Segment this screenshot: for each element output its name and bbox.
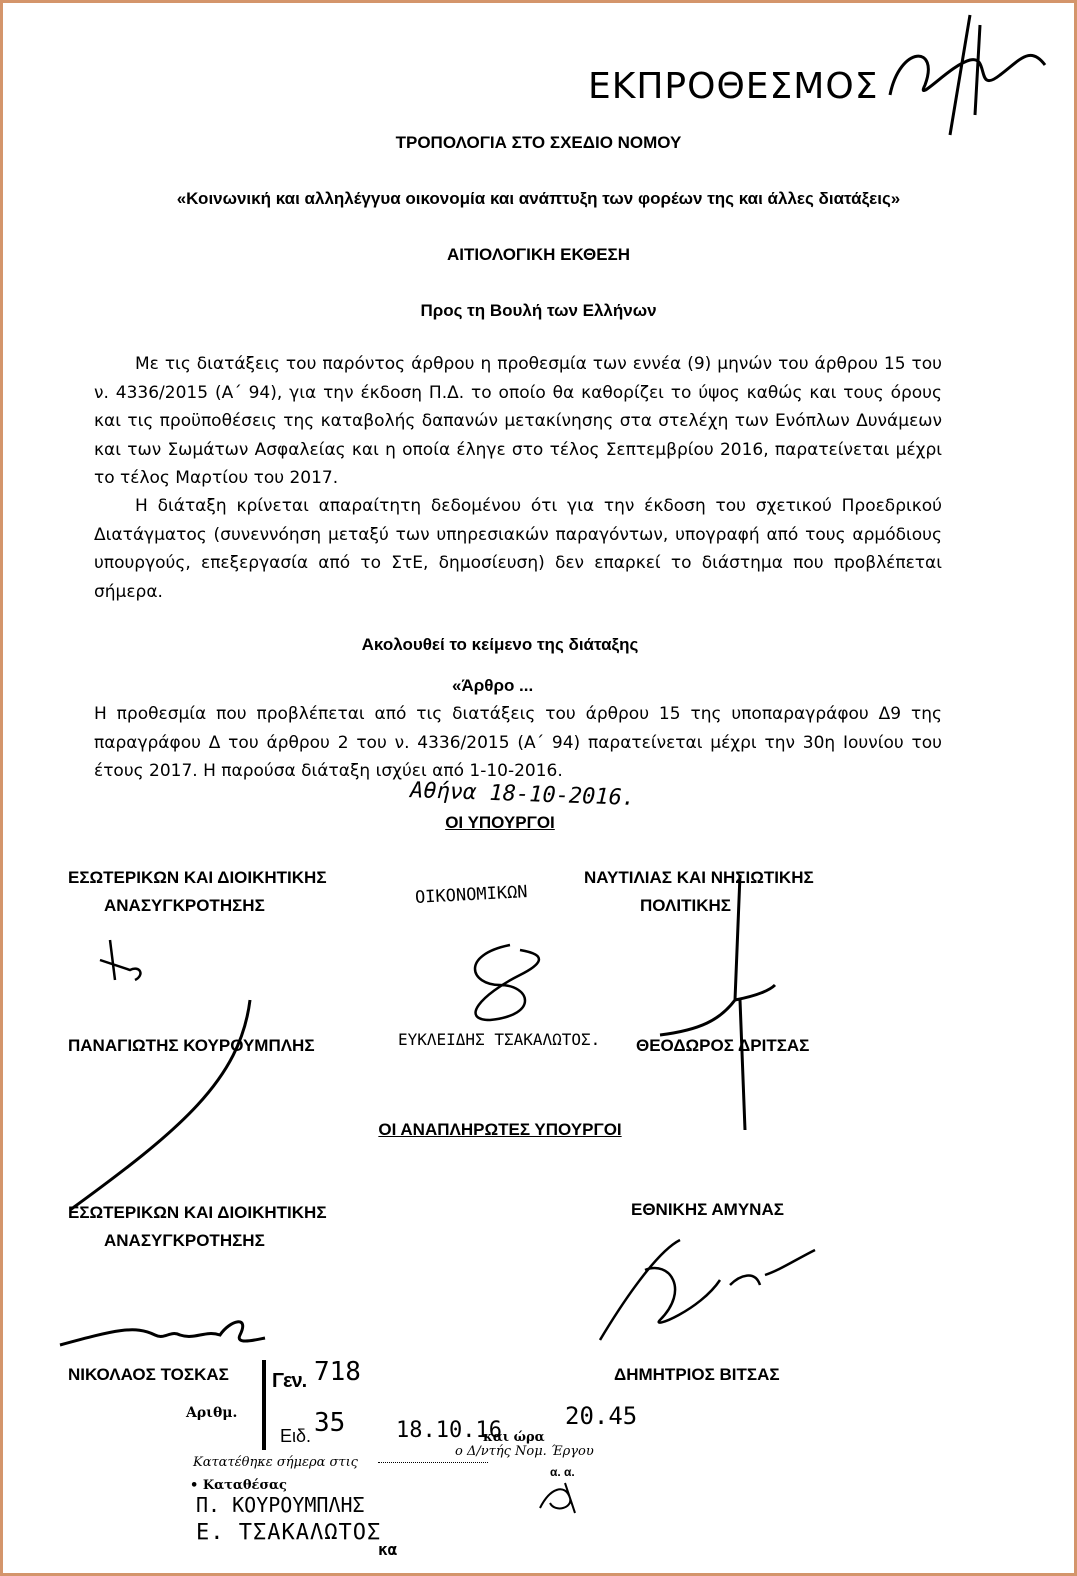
- registry-eid-label: Ειδ.: [280, 1426, 312, 1446]
- signature-kouroumplis: [60, 930, 380, 1230]
- name-vitsas: ΔΗΜΗΤΡΙΟΣ ΒΙΤΣΑΣ: [614, 1365, 780, 1384]
- minister-finance-title-handwritten: ΟΙΚΟΝΟΜΙΚΩΝ: [414, 882, 529, 908]
- paragraph-1: Με τις διατάξεις του παρόντος άρθρου η προθεσμία των εννέα (9) μηνών του άρθρου 15 του ν. 4336/2015 (Α΄ 94), για την έκδοση Π.Δ. το οποίο θα καθορίζει το ύψος καθώς και τους όρους και τις προϋποθέσεις της καταβολής δαπανών μετακίνησης στα στελέχη των Ενόπλων Δυνάμεων και των Σωμάτων Ασφαλείας και η οποία έληγε στο τέλος Σεπτεμβρίου 2016, παρατείνεται μέχρι το τέλος Μαρτίου του 2017.: [94, 354, 942, 488]
- name-kouroumplis: ΠΑΝΑΓΙΩΤΗΣ ΚΟΥΡΟΥΜΠΛΗΣ: [68, 1036, 315, 1055]
- registry-depositor-1: Π. ΚΟΥΡΟΥΜΠΛΗΣ: [196, 1493, 365, 1517]
- registry-depositor-suffix: κα: [378, 1540, 398, 1559]
- registry-arith-label: Αριθμ.: [186, 1405, 238, 1421]
- ministers-heading: ΟΙ ΥΠΟΥΡΓΟΙ: [445, 813, 555, 832]
- deputies-heading: ΟΙ ΑΝΑΠΛΗΡΩΤΕΣ ΥΠΟΥΡΓΟΙ: [378, 1120, 622, 1139]
- signature-tsakalotos: [450, 935, 570, 1035]
- name-tsakalotos-handwritten: ΕΥΚΛΕΙΔΗΣ ΤΣΑΚΑΛΩΤΟΣ.: [398, 1030, 601, 1049]
- top-signature: [880, 5, 1060, 145]
- paragraph-2: Η διάταξη κρίνεται απαραίτητη δεδομένου ότι για την έκδοση του σχετικού Προεδρικού Διατάγματος (συνεννόηση μεταξύ των υπηρεσιακών παραγόντων, υπογραφή από τους αρμόδιους υπουργούς, επεξεργασία από το ΣτΕ, δημοσίευση) δεν επαρκεί το διάστημα που προβλέπεται σήμερα.: [94, 496, 942, 602]
- name-dritsas: ΘΕΟΔΩΡΟΣ ΔΡΙΤΣΑΣ: [636, 1036, 810, 1055]
- handwritten-date: Αθήνα 18-10-2016.: [409, 778, 636, 811]
- registry-clerk-label: ο Δ/ντής Νομ. Έργου: [455, 1444, 594, 1459]
- document-title: ΤΡΟΠΟΛΟΓΙΑ ΣΤΟ ΣΧΕΔΙΟ ΝΟΜΟΥ: [395, 133, 682, 152]
- name-toskas: ΝΙΚΟΛΑΟΣ ΤΟΣΚΑΣ: [68, 1365, 229, 1384]
- minister-shipping-title-2: ΠΟΛΙΤΙΚΗΣ: [640, 896, 731, 915]
- registry-initials: α. α.: [550, 1465, 575, 1479]
- document-subtitle: «Κοινωνική και αλληλέγγυα οικονομία και ανάπτυξη των φορέων της και άλλες διατάξεις»: [176, 189, 901, 208]
- registry-filed-label: Κατατέθηκε σήμερα στις: [193, 1455, 358, 1470]
- article-text: Η προθεσμία που προβλέπεται από τις διατάξεις του άρθρου 15 της υποπαραγράφου Δ9 της παραγράφου Δ του άρθρου 2 του ν. 4336/2015 (Α΄ 94) παρατείνεται μέχρι την 30η Ιουνίου του έτους 2017. Η παρούσα διάταξη ισχύει από 1-10-2016.: [94, 704, 942, 781]
- registry-eid-number: 35: [314, 1408, 346, 1438]
- late-filing-stamp: ΕΚΠΡΟΘΕΣΜΟΣ: [588, 66, 879, 107]
- registry-clerk-signature: [535, 1478, 585, 1518]
- deputy-interior-title-1: ΕΣΩΤΕΡΙΚΩΝ ΚΑΙ ΔΙΟΙΚΗΤΙΚΗΣ: [68, 1203, 327, 1222]
- report-heading: ΑΙΤΙΟΛΟΓΙΚΗ ΕΚΘΕΣΗ: [446, 245, 631, 264]
- addressee: Προς τη Βουλή των Ελλήνων: [420, 301, 657, 320]
- registry-depositor-label: • Καταθέσας: [190, 1478, 287, 1493]
- signature-vitsas: [590, 1230, 820, 1360]
- deputy-interior-title-2: ΑΝΑΣΥΓΚΡΟΤΗΣΗΣ: [104, 1231, 265, 1250]
- signature-dritsas: [640, 860, 780, 1140]
- registry-time-label: και ώρα: [483, 1430, 545, 1445]
- registry-time: 20.45: [565, 1402, 638, 1430]
- deputy-defence-title: ΕΘΝΙΚΗΣ ΑΜΥΝΑΣ: [631, 1200, 784, 1219]
- registry-filed-line: [378, 1462, 488, 1463]
- article-heading: «Άρθρο ...: [452, 676, 534, 695]
- registry-gen-label: Γεν.: [272, 1370, 307, 1392]
- minister-interior-title-2: ΑΝΑΣΥΓΚΡΟΤΗΣΗΣ: [104, 896, 265, 915]
- text-heading: Ακολουθεί το κείμενο της διάταξης: [361, 635, 639, 654]
- minister-interior-title-1: ΕΣΩΤΕΡΙΚΩΝ ΚΑΙ ΔΙΟΙΚΗΤΙΚΗΣ: [68, 868, 327, 887]
- minister-shipping-title-1: ΝΑΥΤΙΛΙΑΣ ΚΑΙ ΝΗΣΙΩΤΙΚΗΣ: [584, 868, 814, 887]
- registry-gen-number: 718: [314, 1357, 361, 1387]
- registry-stamp-rule: [262, 1360, 266, 1450]
- registry-depositor-2: Ε. ΤΣΑΚΑΛΩΤΟΣ: [196, 1520, 382, 1545]
- registry-date: 18.10.16: [396, 1418, 502, 1443]
- signature-toskas: [55, 1300, 275, 1360]
